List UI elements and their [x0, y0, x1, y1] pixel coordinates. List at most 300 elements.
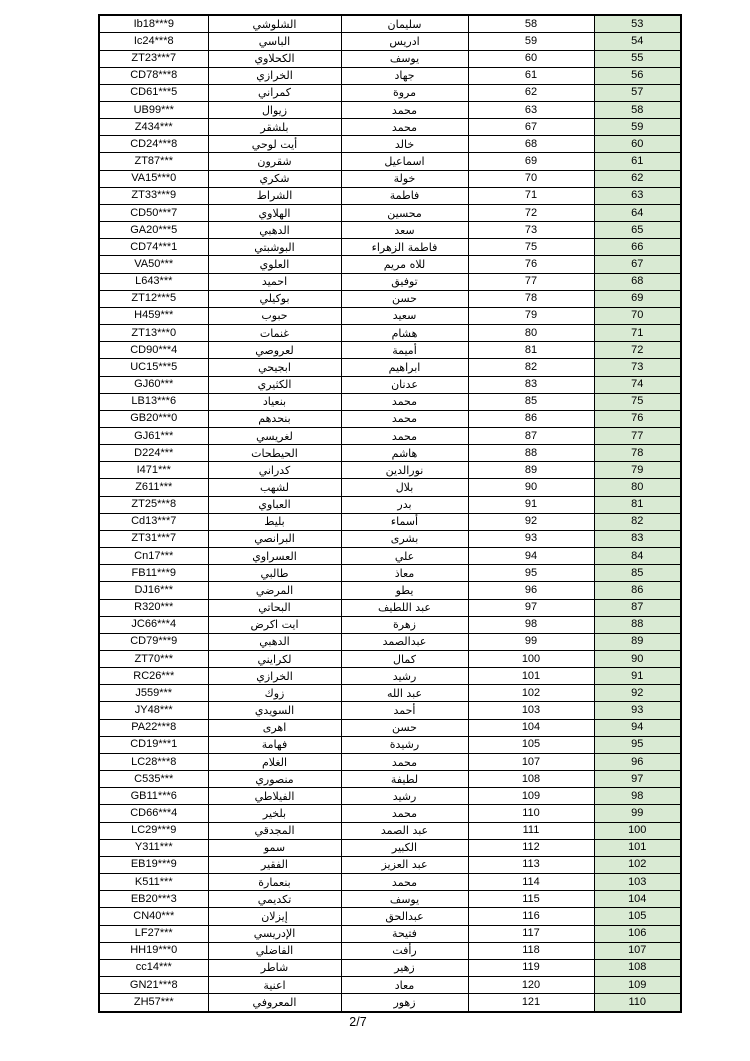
- cell-last-name: العلوي: [208, 256, 341, 273]
- table-row: [99, 204, 681, 221]
- cell-masked-id: D224***: [99, 445, 208, 462]
- cell-last-name: كمراني: [208, 84, 341, 101]
- cell-exam-number: 104: [468, 719, 594, 736]
- cell-masked-id: cc14***: [99, 959, 208, 976]
- cell-exam-number: 70: [468, 170, 594, 187]
- cell-last-name: لعروصي: [208, 342, 341, 359]
- cell-exam-number: 92: [468, 513, 594, 530]
- table-row: [99, 599, 681, 616]
- cell-masked-id: Cn17***: [99, 548, 208, 565]
- cell-rank-number: 96: [594, 753, 681, 770]
- cell-exam-number: 93: [468, 530, 594, 547]
- cell-last-name: المجدقي: [208, 822, 341, 839]
- table-row: [99, 925, 681, 942]
- cell-first-name: رشيدة: [341, 736, 468, 753]
- cell-first-name: يوسف: [341, 50, 468, 67]
- cell-first-name: محمد: [341, 102, 468, 119]
- table-row: [99, 582, 681, 599]
- cell-masked-id: CD61***5: [99, 84, 208, 101]
- cell-masked-id: CD66***4: [99, 805, 208, 822]
- cell-last-name: الشراط: [208, 187, 341, 204]
- table-row: [99, 822, 681, 839]
- table-row: [99, 187, 681, 204]
- cell-last-name: شقرون: [208, 153, 341, 170]
- table-row: [99, 15, 681, 33]
- cell-first-name: أميمة: [341, 342, 468, 359]
- cell-rank-number: 87: [594, 599, 681, 616]
- cell-exam-number: 105: [468, 736, 594, 753]
- cell-first-name: أحمد: [341, 702, 468, 719]
- cell-rank-number: 103: [594, 874, 681, 891]
- cell-masked-id: RC26***: [99, 668, 208, 685]
- cell-exam-number: 117: [468, 925, 594, 942]
- cell-exam-number: 113: [468, 856, 594, 873]
- cell-masked-id: Z611***: [99, 479, 208, 496]
- table-row: [99, 771, 681, 788]
- cell-masked-id: L643***: [99, 273, 208, 290]
- cell-last-name: الفاضلي: [208, 942, 341, 959]
- table-row: [99, 942, 681, 959]
- cell-last-name: السويدي: [208, 702, 341, 719]
- cell-rank-number: 54: [594, 33, 681, 50]
- cell-masked-id: C535***: [99, 771, 208, 788]
- cell-exam-number: 120: [468, 976, 594, 993]
- cell-first-name: محسين: [341, 204, 468, 221]
- cell-last-name: المعروفي: [208, 994, 341, 1012]
- table-row: [99, 565, 681, 582]
- cell-last-name: ايت اكرض: [208, 616, 341, 633]
- cell-last-name: الدهبي: [208, 222, 341, 239]
- cell-exam-number: 112: [468, 839, 594, 856]
- cell-first-name: زهور: [341, 994, 468, 1012]
- cell-first-name: زهرة: [341, 616, 468, 633]
- cell-masked-id: JY48***: [99, 702, 208, 719]
- cell-last-name: غنمات: [208, 325, 341, 342]
- cell-rank-number: 106: [594, 925, 681, 942]
- table-row: [99, 290, 681, 307]
- cell-first-name: فتيحة: [341, 925, 468, 942]
- cell-last-name: طالبي: [208, 565, 341, 582]
- cell-masked-id: CD79***9: [99, 633, 208, 650]
- cell-rank-number: 71: [594, 325, 681, 342]
- cell-first-name: رأفت: [341, 942, 468, 959]
- table-row: [99, 222, 681, 239]
- cell-last-name: اهرى: [208, 719, 341, 736]
- cell-last-name: احميد: [208, 273, 341, 290]
- table-row: [99, 393, 681, 410]
- cell-masked-id: LC29***9: [99, 822, 208, 839]
- cell-exam-number: 60: [468, 50, 594, 67]
- cell-last-name: بوكيلي: [208, 290, 341, 307]
- cell-last-name: الشلوشي: [208, 15, 341, 33]
- cell-exam-number: 101: [468, 668, 594, 685]
- cell-masked-id: Cd13***7: [99, 513, 208, 530]
- cell-rank-number: 70: [594, 307, 681, 324]
- cell-first-name: معاد: [341, 976, 468, 993]
- cell-masked-id: ZT12***5: [99, 290, 208, 307]
- table-row: [99, 479, 681, 496]
- cell-rank-number: 92: [594, 685, 681, 702]
- cell-exam-number: 62: [468, 84, 594, 101]
- cell-exam-number: 100: [468, 651, 594, 668]
- cell-masked-id: GB20***0: [99, 410, 208, 427]
- cell-first-name: خولة: [341, 170, 468, 187]
- cell-rank-number: 62: [594, 170, 681, 187]
- table-row: [99, 67, 681, 84]
- cell-masked-id: UB99***: [99, 102, 208, 119]
- cell-rank-number: 99: [594, 805, 681, 822]
- table-row: [99, 170, 681, 187]
- cell-exam-number: 98: [468, 616, 594, 633]
- table-row: [99, 33, 681, 50]
- cell-rank-number: 79: [594, 462, 681, 479]
- cell-first-name: لطيفة: [341, 771, 468, 788]
- cell-exam-number: 72: [468, 204, 594, 221]
- cell-exam-number: 68: [468, 136, 594, 153]
- cell-exam-number: 61: [468, 67, 594, 84]
- cell-first-name: معاذ: [341, 565, 468, 582]
- cell-first-name: بلال: [341, 479, 468, 496]
- cell-masked-id: UC15***5: [99, 359, 208, 376]
- cell-masked-id: DJ16***: [99, 582, 208, 599]
- cell-masked-id: GA20***5: [99, 222, 208, 239]
- cell-rank-number: 83: [594, 530, 681, 547]
- cell-masked-id: VA15***0: [99, 170, 208, 187]
- cell-rank-number: 73: [594, 359, 681, 376]
- cell-masked-id: GN21***8: [99, 976, 208, 993]
- table-row: [99, 976, 681, 993]
- cell-masked-id: CD19***1: [99, 736, 208, 753]
- cell-exam-number: 81: [468, 342, 594, 359]
- cell-first-name: كمال: [341, 651, 468, 668]
- cell-exam-number: 111: [468, 822, 594, 839]
- cell-rank-number: 53: [594, 15, 681, 33]
- cell-exam-number: 97: [468, 599, 594, 616]
- cell-first-name: حسن: [341, 290, 468, 307]
- cell-first-name: عدنان: [341, 376, 468, 393]
- cell-exam-number: 118: [468, 942, 594, 959]
- cell-first-name: مروة: [341, 84, 468, 101]
- cell-last-name: ابجيحي: [208, 359, 341, 376]
- cell-last-name: شاطر: [208, 959, 341, 976]
- cell-rank-number: 72: [594, 342, 681, 359]
- cell-exam-number: 121: [468, 994, 594, 1012]
- cell-last-name: الخرازي: [208, 67, 341, 84]
- table-row: [99, 839, 681, 856]
- cell-exam-number: 73: [468, 222, 594, 239]
- table-row: [99, 427, 681, 444]
- cell-first-name: خالد: [341, 136, 468, 153]
- cell-masked-id: ZT23***7: [99, 50, 208, 67]
- cell-last-name: كدراني: [208, 462, 341, 479]
- cell-masked-id: J559***: [99, 685, 208, 702]
- cell-exam-number: 69: [468, 153, 594, 170]
- cell-last-name: أيت لوحي: [208, 136, 341, 153]
- cell-rank-number: 66: [594, 239, 681, 256]
- cell-rank-number: 109: [594, 976, 681, 993]
- table-row: [99, 685, 681, 702]
- cell-rank-number: 104: [594, 891, 681, 908]
- cell-exam-number: 77: [468, 273, 594, 290]
- cell-first-name: للاه مريم: [341, 256, 468, 273]
- cell-last-name: فهامة: [208, 736, 341, 753]
- cell-first-name: يوسف: [341, 891, 468, 908]
- cell-last-name: الغلام: [208, 753, 341, 770]
- cell-rank-number: 77: [594, 427, 681, 444]
- cell-last-name: العباوي: [208, 496, 341, 513]
- table-row: [99, 445, 681, 462]
- cell-last-name: زيوال: [208, 102, 341, 119]
- cell-exam-number: 109: [468, 788, 594, 805]
- cell-first-name: عبد اللطيف: [341, 599, 468, 616]
- cell-last-name: بلشقر: [208, 119, 341, 136]
- cell-last-name: البوشبتي: [208, 239, 341, 256]
- cell-exam-number: 116: [468, 908, 594, 925]
- table-row: [99, 548, 681, 565]
- cell-first-name: هاشم: [341, 445, 468, 462]
- cell-last-name: إيزلان: [208, 908, 341, 925]
- table-row: [99, 342, 681, 359]
- cell-exam-number: 90: [468, 479, 594, 496]
- table-row: [99, 805, 681, 822]
- cell-masked-id: FB11***9: [99, 565, 208, 582]
- cell-masked-id: CD50***7: [99, 204, 208, 221]
- cell-first-name: ادريس: [341, 33, 468, 50]
- cell-first-name: محمد: [341, 427, 468, 444]
- cell-rank-number: 88: [594, 616, 681, 633]
- cell-last-name: الفقير: [208, 856, 341, 873]
- page-number: 2/7: [349, 1015, 367, 1029]
- table-row: [99, 891, 681, 908]
- cell-rank-number: 55: [594, 50, 681, 67]
- cell-rank-number: 57: [594, 84, 681, 101]
- cell-exam-number: 115: [468, 891, 594, 908]
- cell-last-name: لشهب: [208, 479, 341, 496]
- cell-last-name: سمو: [208, 839, 341, 856]
- cell-masked-id: EB19***9: [99, 856, 208, 873]
- results-table: [98, 14, 682, 1013]
- cell-last-name: بلخير: [208, 805, 341, 822]
- cell-masked-id: ZT33***9: [99, 187, 208, 204]
- cell-first-name: زهير: [341, 959, 468, 976]
- cell-masked-id: CD74***1: [99, 239, 208, 256]
- cell-masked-id: I471***: [99, 462, 208, 479]
- cell-last-name: الكحلاوي: [208, 50, 341, 67]
- cell-last-name: البحاتي: [208, 599, 341, 616]
- cell-last-name: شكري: [208, 170, 341, 187]
- cell-first-name: جهاد: [341, 67, 468, 84]
- cell-exam-number: 78: [468, 290, 594, 307]
- cell-exam-number: 71: [468, 187, 594, 204]
- cell-exam-number: 99: [468, 633, 594, 650]
- cell-rank-number: 98: [594, 788, 681, 805]
- cell-first-name: محمد: [341, 874, 468, 891]
- cell-exam-number: 59: [468, 33, 594, 50]
- cell-masked-id: CD78***8: [99, 67, 208, 84]
- cell-first-name: فاطمة الزهراء: [341, 239, 468, 256]
- table-row: [99, 50, 681, 67]
- table-row: [99, 410, 681, 427]
- cell-masked-id: EB20***3: [99, 891, 208, 908]
- cell-last-name: بنعمارة: [208, 874, 341, 891]
- cell-last-name: بنعياد: [208, 393, 341, 410]
- cell-rank-number: 101: [594, 839, 681, 856]
- cell-first-name: هشام: [341, 325, 468, 342]
- cell-rank-number: 105: [594, 908, 681, 925]
- table-row: [99, 719, 681, 736]
- cell-first-name: توفيق: [341, 273, 468, 290]
- table-row: [99, 102, 681, 119]
- table-row: [99, 856, 681, 873]
- cell-masked-id: CD24***8: [99, 136, 208, 153]
- cell-last-name: تكديمي: [208, 891, 341, 908]
- cell-exam-number: 91: [468, 496, 594, 513]
- cell-first-name: الكبير: [341, 839, 468, 856]
- table-row: [99, 668, 681, 685]
- cell-exam-number: 58: [468, 15, 594, 33]
- cell-last-name: بنحدهم: [208, 410, 341, 427]
- cell-first-name: بدر: [341, 496, 468, 513]
- cell-first-name: رشيد: [341, 668, 468, 685]
- table-row: [99, 959, 681, 976]
- table-row: [99, 136, 681, 153]
- table-row: [99, 616, 681, 633]
- cell-rank-number: 64: [594, 204, 681, 221]
- cell-rank-number: 100: [594, 822, 681, 839]
- cell-rank-number: 69: [594, 290, 681, 307]
- cell-exam-number: 85: [468, 393, 594, 410]
- cell-first-name: ابراهيم: [341, 359, 468, 376]
- cell-exam-number: 86: [468, 410, 594, 427]
- cell-last-name: حبوب: [208, 307, 341, 324]
- cell-rank-number: 86: [594, 582, 681, 599]
- cell-exam-number: 103: [468, 702, 594, 719]
- cell-rank-number: 108: [594, 959, 681, 976]
- cell-exam-number: 88: [468, 445, 594, 462]
- table-row: [99, 325, 681, 342]
- cell-rank-number: 60: [594, 136, 681, 153]
- cell-first-name: عبد الله: [341, 685, 468, 702]
- cell-exam-number: 83: [468, 376, 594, 393]
- cell-first-name: عبد الصمد: [341, 822, 468, 839]
- cell-exam-number: 119: [468, 959, 594, 976]
- cell-exam-number: 94: [468, 548, 594, 565]
- cell-rank-number: 76: [594, 410, 681, 427]
- cell-last-name: البرانصي: [208, 530, 341, 547]
- cell-first-name: سعد: [341, 222, 468, 239]
- cell-masked-id: ZT70***: [99, 651, 208, 668]
- cell-masked-id: R320***: [99, 599, 208, 616]
- cell-rank-number: 65: [594, 222, 681, 239]
- cell-last-name: منصوري: [208, 771, 341, 788]
- cell-rank-number: 63: [594, 187, 681, 204]
- table-row: [99, 119, 681, 136]
- cell-exam-number: 76: [468, 256, 594, 273]
- cell-first-name: يطو: [341, 582, 468, 599]
- cell-first-name: علي: [341, 548, 468, 565]
- cell-exam-number: 75: [468, 239, 594, 256]
- cell-first-name: عبدالحق: [341, 908, 468, 925]
- cell-masked-id: Ib18***9: [99, 15, 208, 33]
- cell-rank-number: 56: [594, 67, 681, 84]
- cell-exam-number: 63: [468, 102, 594, 119]
- table-row: [99, 513, 681, 530]
- cell-masked-id: ZT25***8: [99, 496, 208, 513]
- cell-rank-number: 107: [594, 942, 681, 959]
- table-row: [99, 239, 681, 256]
- cell-rank-number: 93: [594, 702, 681, 719]
- cell-exam-number: 87: [468, 427, 594, 444]
- cell-masked-id: Ic24***8: [99, 33, 208, 50]
- cell-masked-id: LF27***: [99, 925, 208, 942]
- table-row: [99, 874, 681, 891]
- cell-last-name: الفيلاطي: [208, 788, 341, 805]
- cell-masked-id: ZT31***7: [99, 530, 208, 547]
- cell-last-name: بليط: [208, 513, 341, 530]
- table-row: [99, 788, 681, 805]
- cell-exam-number: 95: [468, 565, 594, 582]
- cell-rank-number: 58: [594, 102, 681, 119]
- cell-last-name: زوك: [208, 685, 341, 702]
- table-row: [99, 273, 681, 290]
- cell-rank-number: 67: [594, 256, 681, 273]
- cell-first-name: محمد: [341, 753, 468, 770]
- cell-first-name: عبدالصمد: [341, 633, 468, 650]
- table-row: [99, 256, 681, 273]
- cell-exam-number: 96: [468, 582, 594, 599]
- cell-last-name: الهلاوي: [208, 204, 341, 221]
- table-row: [99, 753, 681, 770]
- cell-masked-id: GJ61***: [99, 427, 208, 444]
- cell-masked-id: K511***: [99, 874, 208, 891]
- cell-masked-id: ZT87***: [99, 153, 208, 170]
- cell-first-name: أسماء: [341, 513, 468, 530]
- cell-first-name: محمد: [341, 393, 468, 410]
- cell-first-name: عبد العزيز: [341, 856, 468, 873]
- cell-first-name: محمد: [341, 119, 468, 136]
- cell-last-name: الخرازي: [208, 668, 341, 685]
- cell-exam-number: 80: [468, 325, 594, 342]
- cell-rank-number: 68: [594, 273, 681, 290]
- cell-first-name: نورالدين: [341, 462, 468, 479]
- cell-rank-number: 90: [594, 651, 681, 668]
- cell-rank-number: 80: [594, 479, 681, 496]
- cell-first-name: محمد: [341, 410, 468, 427]
- cell-exam-number: 67: [468, 119, 594, 136]
- cell-exam-number: 108: [468, 771, 594, 788]
- cell-masked-id: CD90***4: [99, 342, 208, 359]
- cell-first-name: فاطمة: [341, 187, 468, 204]
- table-row: [99, 736, 681, 753]
- cell-exam-number: 82: [468, 359, 594, 376]
- cell-first-name: رشيد: [341, 788, 468, 805]
- table-row: [99, 651, 681, 668]
- cell-rank-number: 89: [594, 633, 681, 650]
- cell-exam-number: 79: [468, 307, 594, 324]
- table-row: [99, 530, 681, 547]
- cell-masked-id: JC66***4: [99, 616, 208, 633]
- table-row: [99, 462, 681, 479]
- table-row: [99, 307, 681, 324]
- cell-rank-number: 110: [594, 994, 681, 1012]
- cell-first-name: بشرى: [341, 530, 468, 547]
- cell-rank-number: 91: [594, 668, 681, 685]
- cell-rank-number: 85: [594, 565, 681, 582]
- cell-rank-number: 95: [594, 736, 681, 753]
- table-row: [99, 359, 681, 376]
- cell-last-name: المرضي: [208, 582, 341, 599]
- cell-exam-number: 110: [468, 805, 594, 822]
